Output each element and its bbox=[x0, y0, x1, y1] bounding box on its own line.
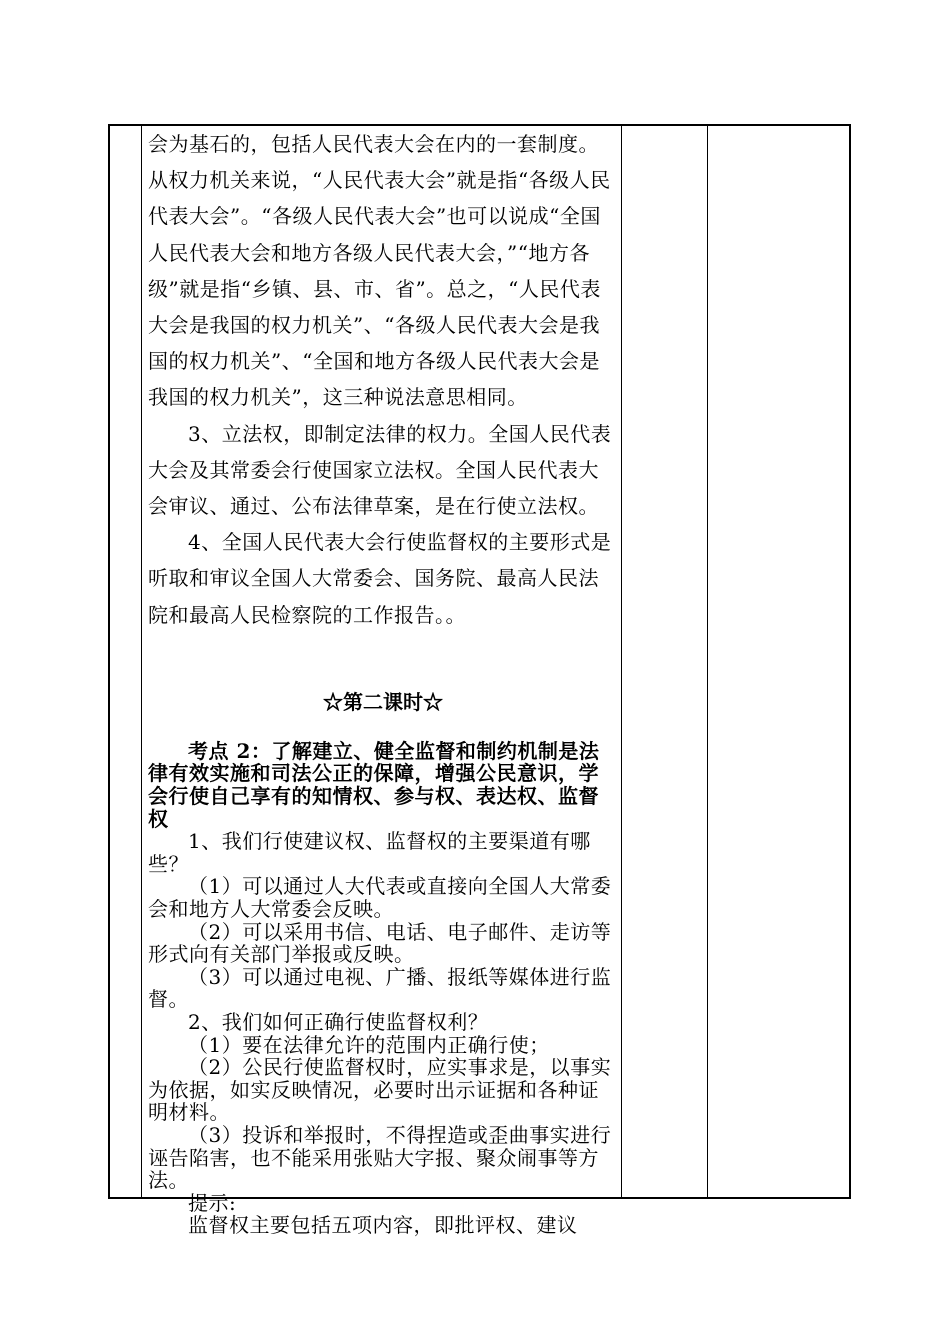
list-item: （3）可以通过电视、广播、报纸等媒体进行监督。 bbox=[148, 964, 612, 1012]
main-content-cell bbox=[148, 124, 618, 1237]
question-1: 1、我们行使建议权、监督权的主要渠道有哪些？ bbox=[148, 829, 591, 876]
section-title: ☆第二课时☆ bbox=[323, 689, 443, 714]
column-divider bbox=[707, 126, 708, 1197]
list-item: （2）可以采用书信、电话、电子邮件、走访等形式向有关部门举报或反映。 bbox=[148, 919, 612, 967]
list-item: （1）可以通过人大代表或直接向全国人大常委会和地方人大常委会反映。 bbox=[148, 874, 612, 921]
column-divider bbox=[621, 126, 622, 1197]
exam-point-heading: 考点 2：了解建立、健全监督和制约机制是法律有效实施和司法公正的保障，增强公民意识，学会行使自己享有的知情权、参与权、表达权、监督权 bbox=[148, 738, 600, 831]
tip-label: 提示: bbox=[188, 1190, 237, 1215]
list-item: （2）公民行使监督权时，应实事求是，以事实为依据，如实反映情况，必要时出示证据和各种证明材料。 bbox=[148, 1055, 612, 1125]
column-divider bbox=[141, 126, 142, 1197]
tip-text: 监督权主要包括五项内容，即批评权、建议 bbox=[188, 1213, 578, 1238]
paragraph-supervision-power: 4、全国人民代表大会行使监督权的主要形式是听取和审议全国人大常委会、国务院、最高人民法院和最高人民检察院的工作报告。。 bbox=[148, 530, 612, 627]
question-2: 2、我们如何正确行使监督权利？ bbox=[188, 1009, 489, 1034]
paragraph-legislative-power: 3、立法权，即制定法律的权力。全国人民代表大会及其常委会行使国家立法权。全国人民代表大会审议、通过、公布法律草案，是在行使立法权。 bbox=[148, 421, 612, 519]
paragraph-continuation: 会为基石的，包括人民代表大会在内的一套制度。从权力机关来说，“人民代表大会”就是指“各级人民代表大会”。“各级人民代表大会”也可以说成“全国人民代表大会和地方各级人民代表大会，”“地方各级”就是指“乡镇、县、市、省”。总之，“人民代表大会是我国的权力机关”、“各级人民代表大会是我国的权力机关”、“全国和地方各级人民代表大会是我国的权力机关”，这三种说法意思相同。 bbox=[148, 132, 611, 410]
list-item: （3）投诉和举报时，不得捏造或歪曲事实进行诬告陷害，也不能采用张贴大字报、聚众闹事等方法。 bbox=[148, 1122, 612, 1193]
list-item: （1）要在法律允许的范围内正确行使； bbox=[188, 1032, 550, 1057]
